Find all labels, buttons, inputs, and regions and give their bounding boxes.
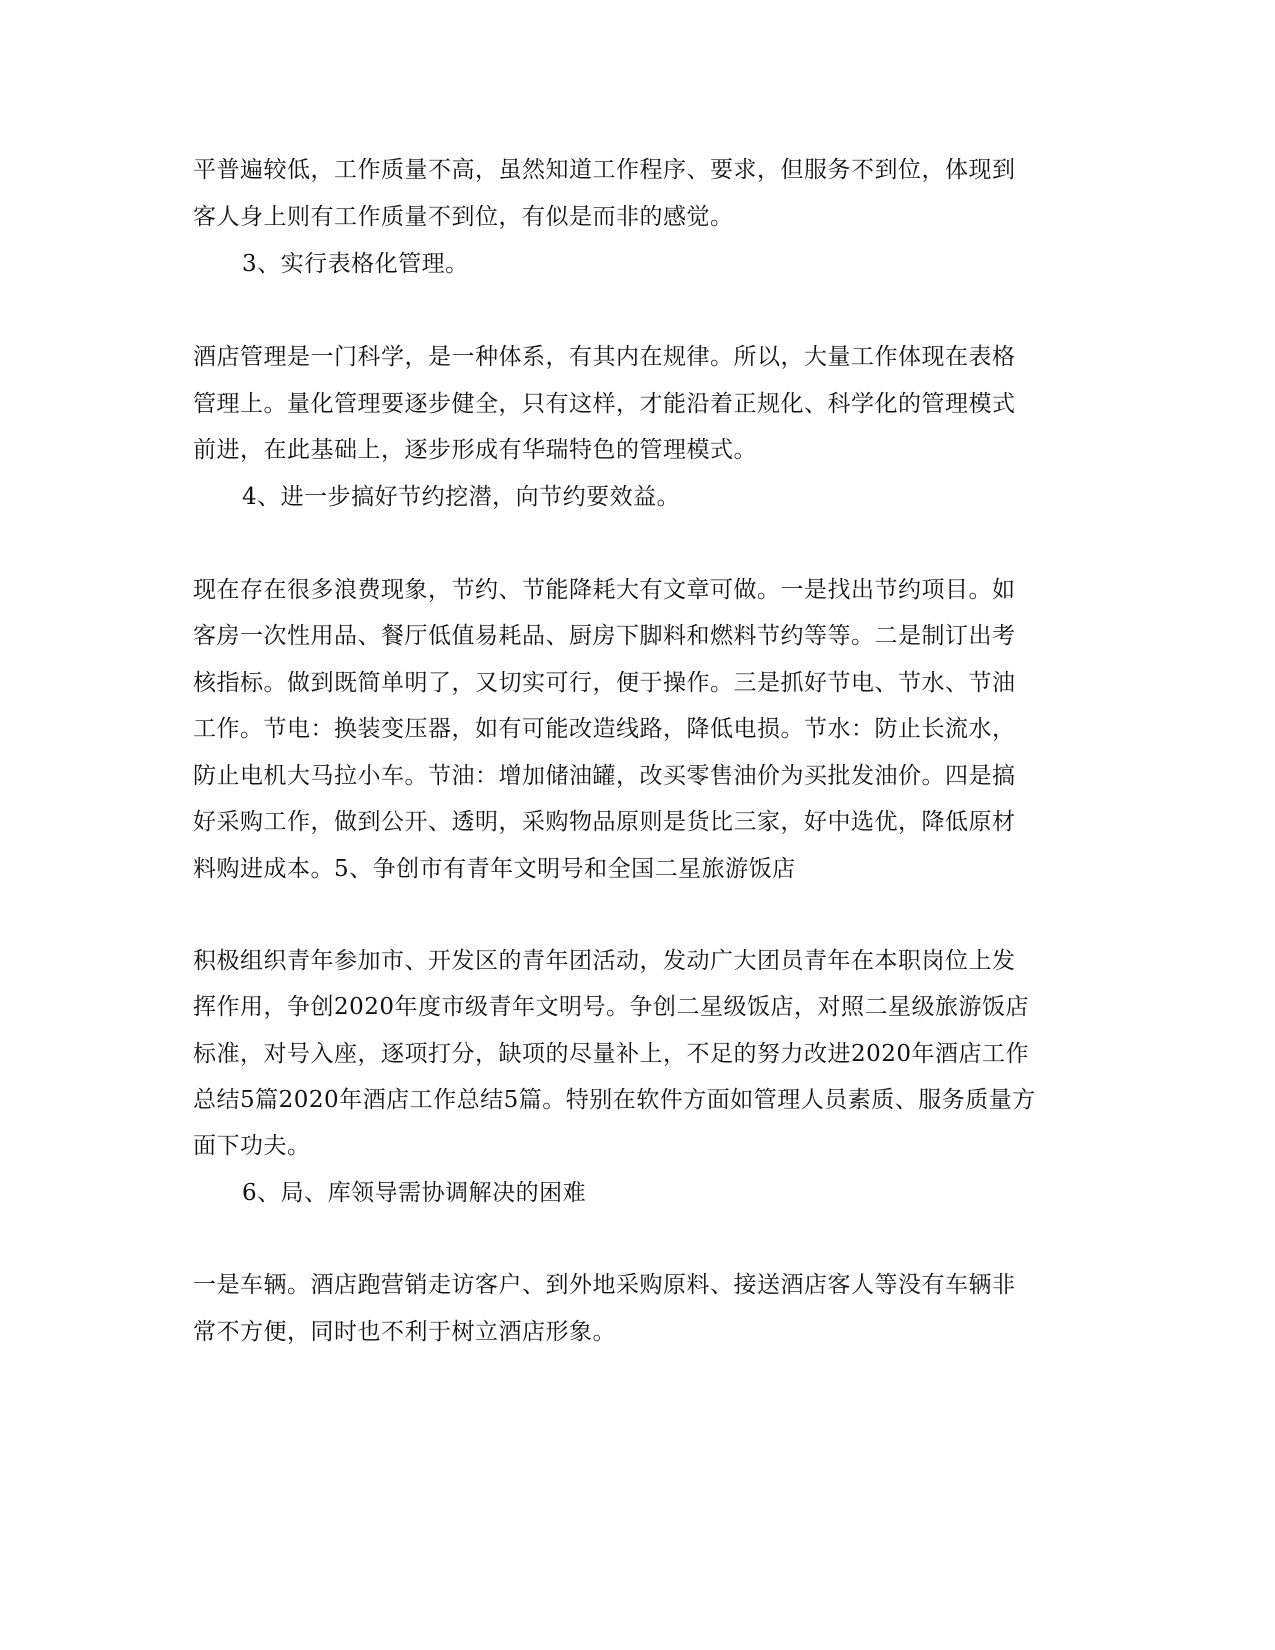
body-text-line: 面下功夫。: [193, 1133, 311, 1159]
body-text-line: 核指标。做到既简单明了，又切实可行，便于操作。三是抓好节电、节水、节油: [193, 670, 1016, 696]
body-text-line: 防止电机大马拉小车。节油：增加储油罐，改买零售油价为买批发油价。四是搞: [193, 763, 1016, 789]
body-text-line: 标准，对号入座，逐项打分，缺项的尽量补上，不足的努力改进2020年酒店工作: [193, 1041, 1030, 1067]
body-text-line: 积极组织青年参加市、开发区的青年团活动，发动广大团员青年在本职岗位上发: [193, 948, 1016, 974]
body-text-line: 一是车辆。酒店跑营销走访客户、到外地采购原料、接送酒店客人等没有车辆非: [193, 1272, 1016, 1298]
body-text-line: 工作。节电：换装变压器，如有可能改造线路，降低电损。节水：防止长流水，: [193, 716, 1016, 742]
body-text-line: 前进，在此基础上，逐步形成有华瑞特色的管理模式。: [193, 437, 757, 463]
body-text-line: 管理上。量化管理要逐步健全，只有这样，才能沿着正规化、科学化的管理模式: [193, 391, 1016, 417]
body-text-line: 客人身上则有工作质量不到位，有似是而非的感觉。: [193, 204, 734, 230]
body-text-line: 料购进成本。5、争创市有青年文明号和全国二星旅游饭店: [193, 856, 796, 882]
body-text-line: 常不方便，同时也不利于树立酒店形象。: [193, 1319, 616, 1345]
body-text-line: 客房一次性用品、餐厅低值易耗品、厨房下脚料和燃料节约等等。二是制订出考: [193, 623, 1016, 649]
body-text-line: 挥作用，争创2020年度市级青年文明号。争创二星级饭店，对照二星级旅游饭店: [193, 994, 1030, 1020]
body-text-line: 酒店管理是一门科学，是一种体系，有其内在规律。所以，大量工作体现在表格: [193, 344, 1016, 370]
body-text-line: 好采购工作，做到公开、透明，采购物品原则是货比三家，好中选优，降低原材: [193, 809, 1016, 835]
section-heading-4: 4、进一步搞好节约挖潜，向节约要效益。: [242, 484, 681, 510]
body-text-line: 现在存在很多浪费现象，节约、节能降耗大有文章可做。一是找出节约项目。如: [193, 577, 1016, 603]
body-text-line: 总结5篇2020年酒店工作总结5篇。特别在软件方面如管理人员素质、服务质量方: [193, 1087, 1036, 1113]
section-heading-6: 6、局、库领导需协调解决的困难: [242, 1180, 587, 1206]
section-heading-3: 3、实行表格化管理。: [242, 251, 469, 277]
body-text-line: 平普遍较低，工作质量不高，虽然知道工作程序、要求，但服务不到位，体现到: [193, 157, 1016, 183]
